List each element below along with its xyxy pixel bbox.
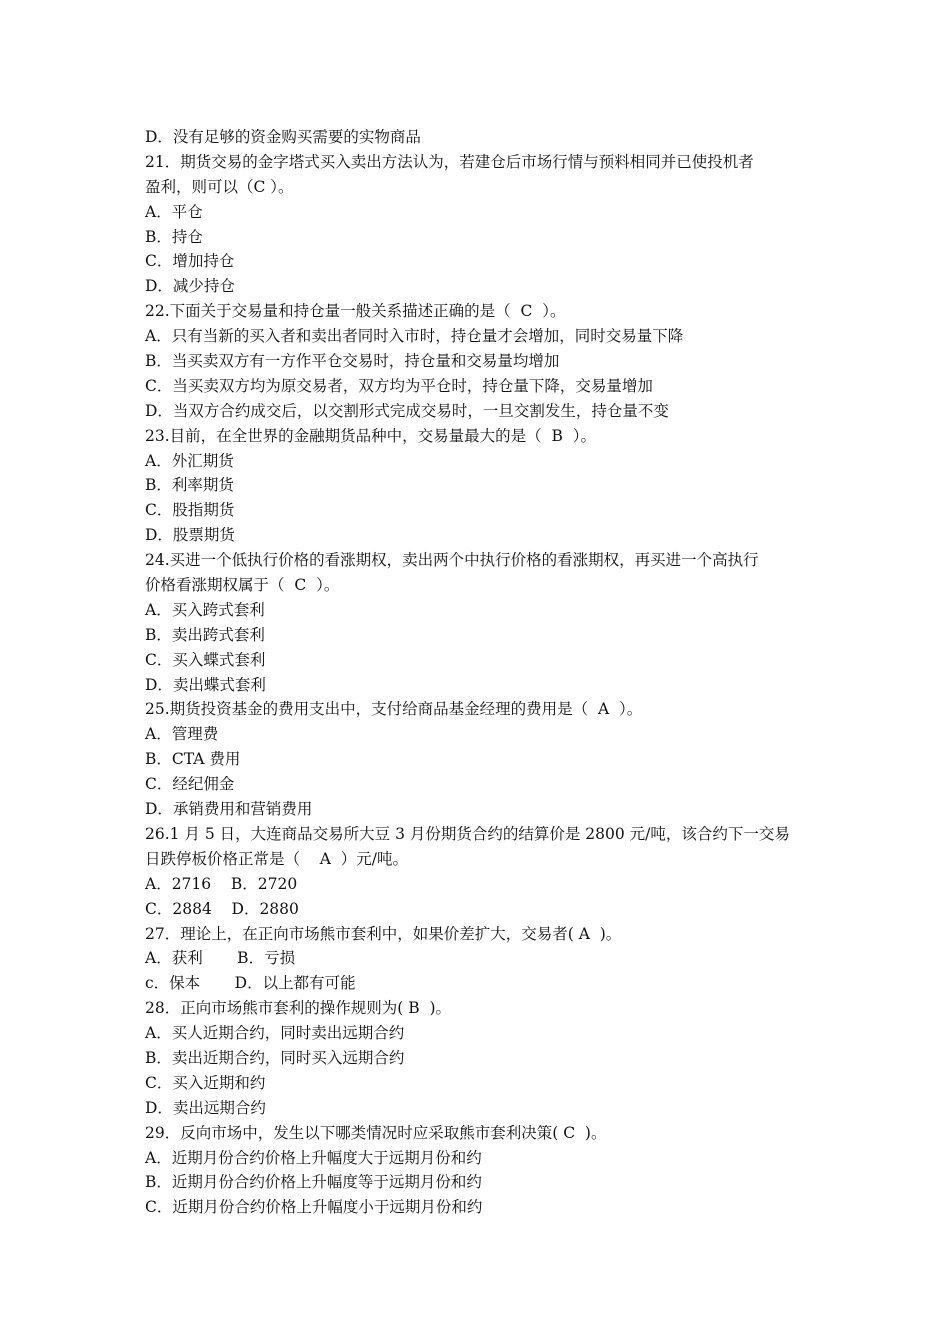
option-line: C．增加持仓 [145,252,235,271]
option-line: B．卖出近期合约，同时买入远期合约 [145,1048,405,1067]
question-24-line-2: 价格看涨期权属于（ C ）。 [145,576,340,595]
option-line: B．CTA 费用 [145,750,241,769]
option-line: D．承销费用和营销费用 [145,800,313,819]
option-line: D．卖出远期合约 [145,1098,266,1117]
option-line: A．买入跨式套利 [145,600,265,619]
option-line: B．持仓 [145,227,203,246]
question-24-line-1: 24.买进一个低执行价格的看涨期权，卖出两个中执行价格的看涨期权，再买进一个高执行 [145,551,759,570]
option-line: D．减少持仓 [145,277,235,296]
option-line: C．2884 D．2880 [145,899,299,918]
option-line: C．近期月份合约价格上升幅度小于远期月份和约 [145,1198,483,1217]
option-line: A．只有当新的买入者和卖出者同时入市时，持仓量才会增加，同时交易量下降 [145,327,684,346]
question-28: 28．正向市场熊市套利的操作规则为( B )。 [145,999,451,1018]
question-22: 22.下面关于交易量和持仓量一般关系描述正确的是（ C ）。 [145,302,566,321]
question-21-line-2: 盈利，则可以（C ）。 [145,177,294,196]
question-21-line-1: 21．期货交易的金字塔式买入卖出方法认为，若建仓后市场行情与预料相同并已使投机者 [145,152,754,171]
option-line: C．买入近期和约 [145,1073,266,1092]
option-line: A．近期月份合约价格上升幅度大于远期月份和约 [145,1148,482,1167]
question-26-line-2: 日跌停板价格正常是（ A ）元/吨。 [145,849,408,868]
option-line: A．获利 B．亏损 [145,949,296,968]
option-line: B．卖出跨式套利 [145,625,265,644]
option-line: B．当买卖双方有一方作平仓交易时，持仓量和交易量均增加 [145,352,560,371]
option-line: C．经纪佣金 [145,775,235,794]
question-29: 29．反向市场中，发生以下哪类情况时应采取熊市套利决策( C )。 [145,1123,607,1142]
question-26-line-1: 26.1 月 5 日，大连商品交易所大豆 3 月份期货合约的结算价是 2800 元/吨，该合约下一交易 [145,824,790,843]
option-line: c．保本 D．以上都有可能 [145,974,356,993]
option-line: A．外汇期货 [145,451,234,470]
option-line: D．卖出蝶式套利 [145,675,266,694]
option-line: A．买人近期合约，同时卖出远期合约 [145,1024,405,1043]
option-line: A．管理费 [145,725,219,744]
question-25: 25.期货投资基金的费用支出中，支付给商品基金经理的费用是（ A ）。 [145,700,643,719]
question-27: 27．理论上，在正向市场熊市套利中，如果价差扩大，交易者( A )。 [145,924,622,943]
option-line: C．买入蝶式套利 [145,650,266,669]
option-line: B．利率期货 [145,476,234,495]
question-23: 23.目前，在全世界的金融期货品种中，交易量最大的是（ B ）。 [145,426,597,445]
option-line: A．2716 B．2720 [145,874,298,893]
question-text-block [145,125,810,1220]
option-line: D．股票期货 [145,526,235,545]
option-line: B．近期月份合约价格上升幅度等于远期月份和约 [145,1173,482,1192]
option-line: C．当买卖双方均为原交易者，双方均为平仓时，持仓量下降，交易量增加 [145,376,653,395]
option-line: C．股指期货 [145,501,235,520]
option-line: D．当双方合约成交后，以交割形式完成交易时，一旦交割发生，持仓量不变 [145,401,669,420]
option-line: A．平仓 [145,202,203,221]
text-line: D．没有足够的资金购买需要的实物商品 [145,128,421,146]
